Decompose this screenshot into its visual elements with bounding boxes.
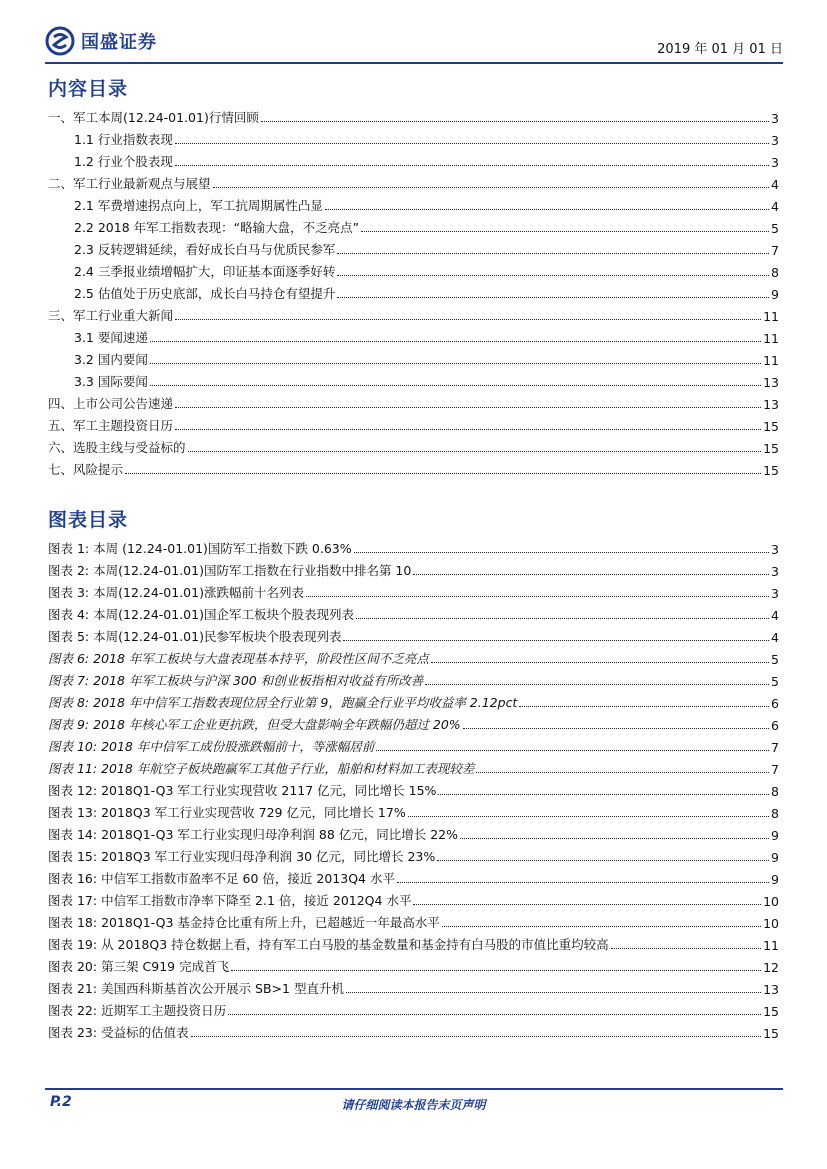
figure-entry[interactable] [48, 557, 779, 579]
figure-entry[interactable] [48, 755, 779, 777]
page-header [45, 24, 783, 62]
contents-entry-page: 15 [763, 441, 779, 456]
figure-entry-page: 3 [771, 542, 779, 557]
figure-entry[interactable] [48, 777, 779, 799]
figure-entry-page: 13 [763, 982, 779, 997]
figure-entry-label: 图表 16: 中信军工指数市盈率不足 60 倍，接近 2013Q4 水平 [48, 871, 395, 886]
contents-entry-label: 1.1 行业指数表现 [74, 132, 173, 147]
dot-leader [611, 948, 761, 949]
dot-leader [413, 904, 761, 905]
contents-entry-label: 七、风险提示 [48, 462, 124, 477]
contents-entry-label: 2.4 三季报业绩增幅扩大，印证基本面逐季好转 [74, 264, 336, 279]
contents-entry-label: 五、军工主题投资日历 [48, 418, 174, 433]
dot-leader [188, 451, 762, 452]
dot-leader [376, 750, 769, 751]
footer-divider [45, 1088, 783, 1090]
contents-entry[interactable] [48, 192, 779, 214]
dot-leader [150, 363, 761, 364]
figure-entry-page: 5 [771, 652, 779, 667]
contents-entry-label: 三、军工行业重大新闻 [48, 308, 174, 323]
figure-entry-label: 图表 22: 近期军工主题投资日历 [48, 1003, 227, 1018]
contents-entry-label: 四、上市公司公告速递 [48, 396, 174, 411]
contents-entry-page: 15 [763, 463, 779, 478]
dot-leader [175, 429, 761, 430]
figure-entry-page: 10 [763, 894, 779, 909]
figure-entry[interactable] [48, 645, 779, 667]
contents-entry-page: 11 [763, 309, 779, 324]
figure-entry-page: 4 [771, 608, 779, 623]
logo-text: 国盛证券 [81, 32, 157, 53]
figure-entry[interactable] [48, 689, 779, 711]
figure-entry[interactable] [48, 865, 779, 887]
header-divider [45, 62, 783, 64]
figure-entry-page: 15 [763, 1004, 779, 1019]
figure-entry[interactable] [48, 799, 779, 821]
dot-leader [175, 165, 769, 166]
dot-leader [354, 552, 769, 553]
logo-icon [45, 26, 75, 56]
dot-leader [438, 794, 769, 795]
dot-leader [425, 684, 769, 685]
figure-entry-label: 图表 20: 第三架 C919 完成首飞 [48, 959, 230, 974]
contents-entry[interactable] [48, 170, 779, 192]
figure-entry-label: 图表 17: 中信军工指数市净率下降至 2.1 倍，接近 2012Q4 水平 [48, 893, 412, 908]
contents-entry[interactable] [48, 390, 779, 412]
figure-entry[interactable] [48, 733, 779, 755]
contents-entry[interactable] [48, 148, 779, 170]
contents-entry[interactable] [48, 214, 779, 236]
figure-entry-page: 7 [771, 740, 779, 755]
figure-entry-page: 3 [771, 586, 779, 601]
contents-entry-label: 一、军工本周(12.24-01.01)行情回顾 [48, 110, 259, 125]
contents-entry-page: 13 [763, 375, 779, 390]
contents-entry[interactable] [48, 412, 779, 434]
contents-entry-label: 2.5 估值处于历史底部，成长白马持仓有望提升 [74, 286, 336, 301]
contents-entry[interactable] [48, 456, 779, 478]
figure-entry-label: 图表 12: 2018Q1-Q3 军工行业实现营收 2117 亿元，同比增长 15% [48, 783, 437, 798]
dot-leader [431, 662, 769, 663]
figure-entry-page: 12 [763, 960, 779, 975]
figure-entry[interactable] [48, 711, 779, 733]
figure-entry-label: 图表 18: 2018Q1-Q3 基金持仓比重有所上升，已超越近一年最高水平 [48, 915, 440, 930]
figure-entry-page: 4 [771, 630, 779, 645]
dot-leader [346, 992, 761, 993]
figure-entry-label: 图表 23: 受益标的估值表 [48, 1025, 189, 1040]
dot-leader [175, 407, 761, 408]
figure-entry[interactable] [48, 975, 779, 997]
contents-entry-label: 3.1 要闻速递 [74, 330, 148, 345]
contents-entry-page: 11 [763, 331, 779, 346]
dot-leader [150, 341, 761, 342]
dot-leader [397, 882, 769, 883]
contents-entry-label: 3.3 国际要闻 [74, 374, 148, 389]
figure-entry[interactable] [48, 601, 779, 623]
figure-entry-label: 图表 14: 2018Q1-Q3 军工行业实现归母净利润 88 亿元，同比增长 22% [48, 827, 459, 842]
figure-entry-label: 图表 1: 本周 (12.24-01.01)国防军工指数下跌 0.63% [48, 541, 352, 556]
contents-entry-page: 11 [763, 353, 779, 368]
dot-leader [361, 231, 769, 232]
dot-leader [476, 772, 769, 773]
figure-entry-label: 图表 7: 2018 年军工板块与沪深 300 和创业板指相对收益有所改善 [48, 673, 424, 688]
contents-entry[interactable] [48, 280, 779, 302]
figure-entry[interactable] [48, 909, 779, 931]
contents-entry-page: 5 [771, 221, 779, 236]
dot-leader [463, 728, 769, 729]
figure-entry[interactable] [48, 843, 779, 865]
figures-list [48, 535, 779, 1041]
figure-entry-label: 图表 9: 2018 年核心军工企业更抗跌，但受大盘影响全年跌幅仍超过 20% [48, 717, 461, 732]
figure-entry-page: 9 [771, 850, 779, 865]
contents-entry-page: 4 [771, 199, 779, 214]
figure-entry-page: 7 [771, 762, 779, 777]
dot-leader [125, 473, 761, 474]
contents-entry[interactable] [48, 236, 779, 258]
figure-entry[interactable] [48, 887, 779, 909]
figure-entry[interactable] [48, 579, 779, 601]
contents-entry[interactable] [48, 258, 779, 280]
figure-entry-label: 图表 4: 本周(12.24-01.01)国企军工板块个股表现列表 [48, 607, 354, 622]
contents-entry-page: 4 [771, 177, 779, 192]
contents-entry-page: 9 [771, 287, 779, 302]
dot-leader [306, 596, 769, 597]
figure-entry-label: 图表 21: 美国西科斯基首次公开展示 SB>1 型直升机 [48, 981, 344, 996]
contents-entry-label: 1.2 行业个股表现 [74, 154, 173, 169]
page-number: P.2 [50, 1094, 72, 1110]
contents-entry-page: 3 [771, 111, 779, 126]
contents-entry-page: 7 [771, 243, 779, 258]
dot-leader [191, 1036, 762, 1037]
figure-entry-label: 图表 15: 2018Q3 军工行业实现归母净利润 30 亿元，同比增长 23% [48, 849, 436, 864]
contents-entry[interactable] [48, 104, 779, 126]
dot-leader [337, 275, 769, 276]
dot-leader [408, 816, 769, 817]
contents-entry-label: 3.2 国内要闻 [74, 352, 148, 367]
contents-entry-label: 六、选股主线与受益标的 [48, 440, 186, 455]
figure-entry[interactable] [48, 1019, 779, 1041]
contents-entry[interactable] [48, 434, 779, 456]
figure-entry[interactable] [48, 821, 779, 843]
contents-entry[interactable] [48, 126, 779, 148]
dot-leader [337, 253, 769, 254]
figure-entry-label: 图表 13: 2018Q3 军工行业实现营收 729 亿元，同比增长 17% [48, 805, 406, 820]
figure-entry-page: 9 [771, 828, 779, 843]
contents-title: 内容目录 [48, 78, 129, 100]
dot-leader [175, 143, 769, 144]
footer-disclaimer: 请仔细阅读本报告末页声明 [341, 1098, 486, 1112]
dot-leader [437, 860, 769, 861]
figure-entry[interactable] [48, 623, 779, 645]
figure-entry-page: 8 [771, 806, 779, 821]
contents-entry[interactable] [48, 324, 779, 346]
figure-entry[interactable] [48, 953, 779, 975]
contents-entry-page: 15 [763, 419, 779, 434]
figures-title: 图表目录 [48, 509, 129, 531]
contents-entry-page: 13 [763, 397, 779, 412]
contents-entry-page: 3 [771, 133, 779, 148]
dot-leader [228, 1014, 761, 1015]
dot-leader [261, 121, 769, 122]
figure-entry-label: 图表 6: 2018 年军工板块与大盘表现基本持平，阶段性区间不乏亮点 [48, 651, 429, 666]
contents-entry-label: 二、军工行业最新观点与展望 [48, 176, 211, 191]
contents-entry[interactable] [48, 346, 779, 368]
figure-entry-label: 图表 8: 2018 年中信军工指数表现位居全行业第 9，跑赢全行业平均收益率 2.12pct [48, 695, 518, 710]
contents-entry-label: 2.3 反转逻辑延续，看好成长白马与优质民参军 [74, 242, 336, 257]
dot-leader [150, 385, 761, 386]
figure-entry-page: 6 [771, 696, 779, 711]
dot-leader [231, 970, 761, 971]
figure-entry-label: 图表 3: 本周(12.24-01.01)涨跌幅前十名列表 [48, 585, 304, 600]
contents-entry[interactable] [48, 368, 779, 390]
figure-entry-page: 3 [771, 564, 779, 579]
figure-entry-label: 图表 11: 2018 年航空子板块跑赢军工其他子行业，船舶和材料加工表现较差 [48, 761, 475, 776]
figure-entry-page: 5 [771, 674, 779, 689]
figure-entry-label: 图表 19: 从 2018Q3 持仓数据上看，持有军工白马股的基金数量和基金持有白马股的市值比重均较高 [48, 937, 609, 952]
figure-entry[interactable] [48, 931, 779, 953]
dot-leader [343, 640, 769, 641]
figure-entry[interactable] [48, 667, 779, 689]
figure-entry-label: 图表 5: 本周(12.24-01.01)民参军板块个股表现列表 [48, 629, 342, 644]
figure-entry[interactable] [48, 535, 779, 557]
dot-leader [337, 297, 769, 298]
contents-entry-page: 8 [771, 265, 779, 280]
figure-entry-label: 图表 10: 2018 年中信军工成份股涨跌幅前十，等涨幅居前 [48, 739, 375, 754]
figure-entry-page: 6 [771, 718, 779, 733]
figure-entry-page: 10 [763, 916, 779, 931]
dot-leader [325, 209, 769, 210]
contents-entry-label: 2.1 军费增速拐点向上，军工抗周期属性凸显 [74, 198, 323, 213]
dot-leader [519, 706, 769, 707]
dot-leader [460, 838, 769, 839]
contents-entry-label: 2.2 2018 年军工指数表现：“略输大盘，不乏亮点” [74, 220, 360, 235]
figure-entry-label: 图表 2: 本周(12.24-01.01)国防军工指数在行业指数中排名第 10 [48, 563, 412, 578]
contents-list [48, 104, 779, 478]
contents-entry[interactable] [48, 302, 779, 324]
figure-entry-page: 15 [763, 1026, 779, 1041]
figure-entry-page: 8 [771, 784, 779, 799]
figure-entry-page: 9 [771, 872, 779, 887]
dot-leader [175, 319, 761, 320]
dot-leader [356, 618, 769, 619]
report-date: 2019 年 01 月 01 日 [657, 42, 783, 57]
figure-entry[interactable] [48, 997, 779, 1019]
dot-leader [213, 187, 770, 188]
dot-leader [413, 574, 769, 575]
contents-entry-page: 3 [771, 155, 779, 170]
dot-leader [442, 926, 761, 927]
company-logo [45, 24, 157, 58]
figure-entry-page: 11 [763, 938, 779, 953]
